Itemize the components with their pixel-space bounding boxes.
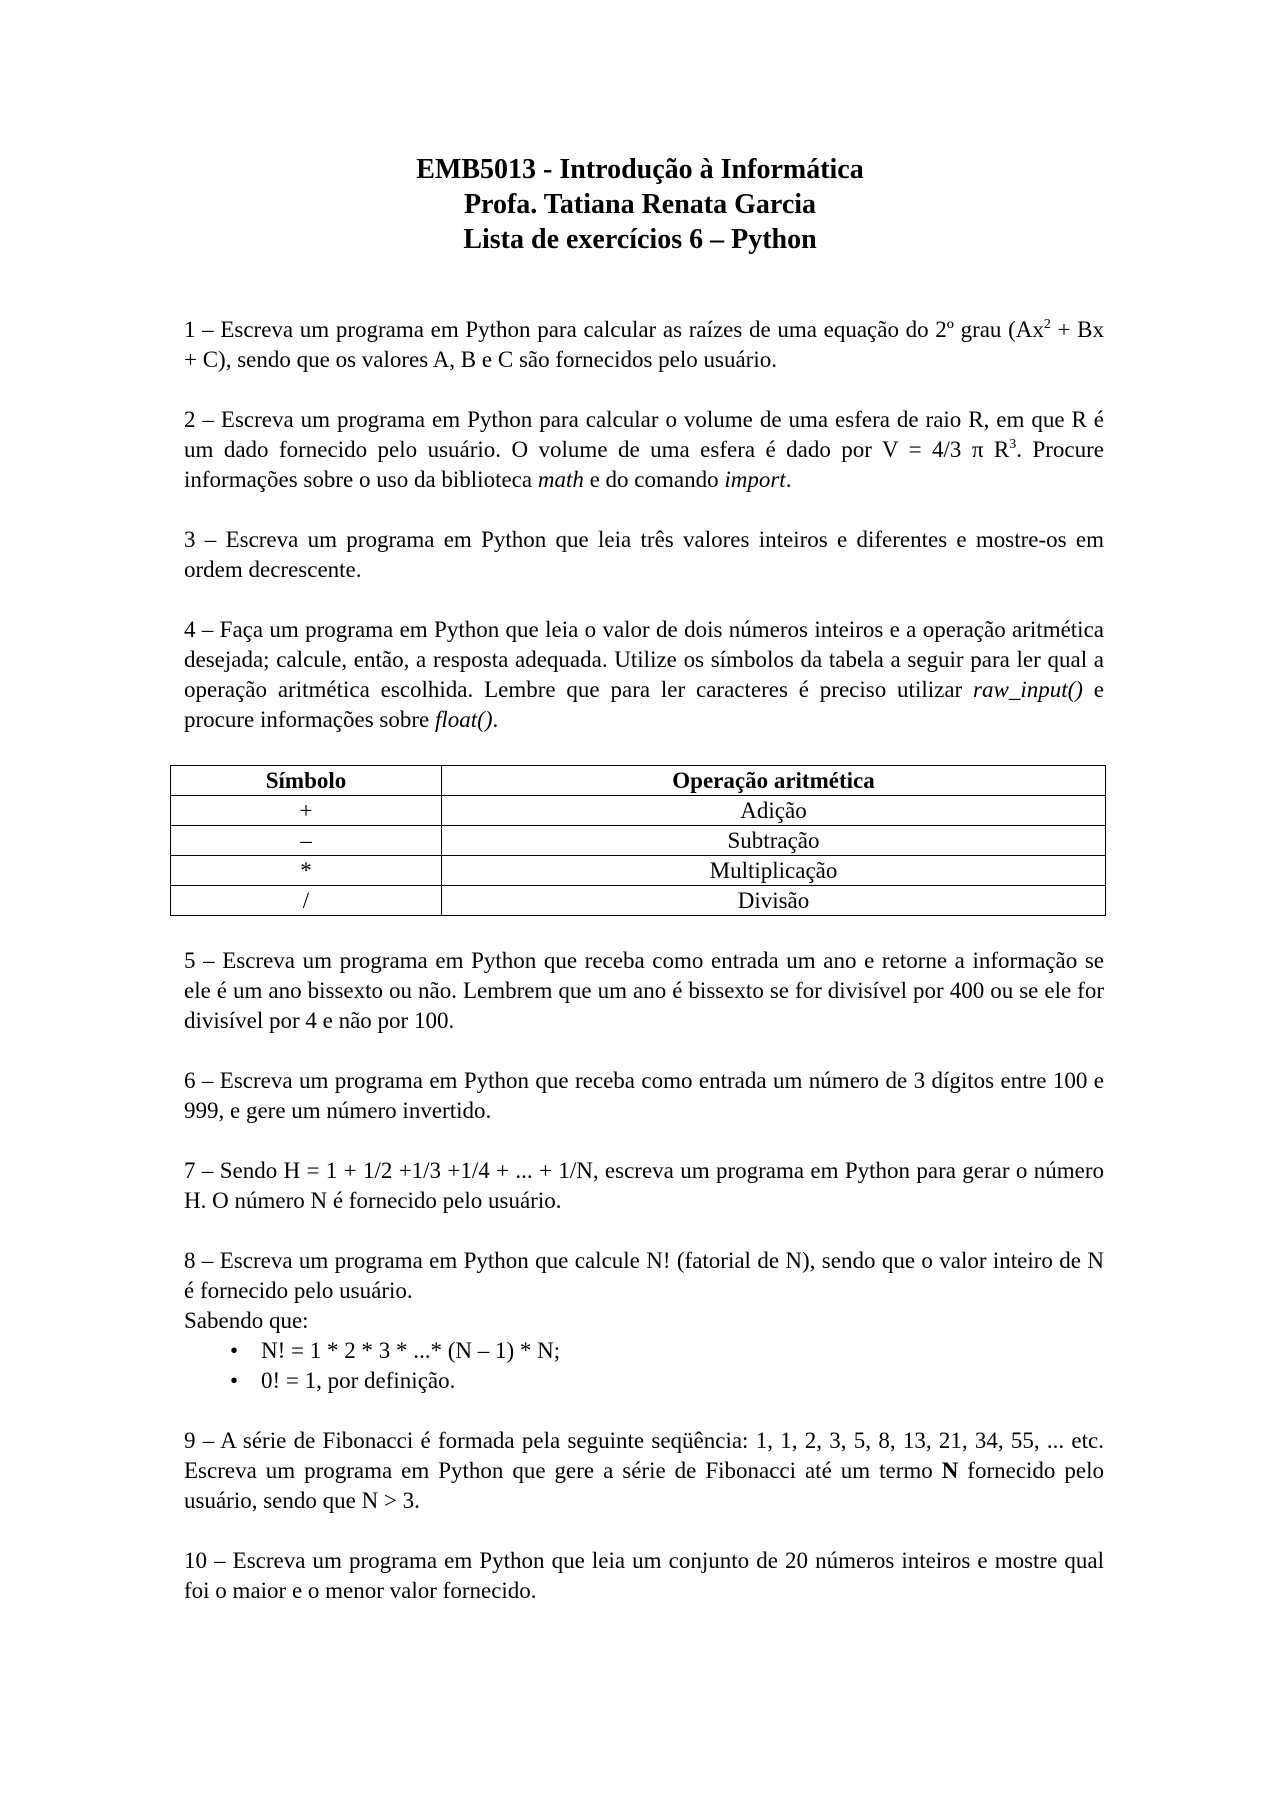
exercise-1-text-b: + Bx + C), sendo que os valores A, B e C são fornecidos pelo usuário. (184, 317, 1105, 372)
course-title: EMB5013 - Introdução à Informática (416, 154, 864, 185)
exercise-9-text-b: fornecido pelo usuário, sendo que N > 3. (184, 1458, 1104, 1513)
exercise-4 (184, 615, 1104, 735)
operation-cell: Subtração (442, 826, 1106, 856)
operation-cell: Divisão (442, 886, 1106, 916)
list-item (184, 1366, 1104, 1396)
operation-cell: Multiplicação (442, 856, 1106, 886)
symbol-cell: * (171, 856, 442, 886)
symbol-cell: – (171, 826, 442, 856)
table-header-row (171, 766, 1106, 796)
factorial-rules-list (184, 1336, 1104, 1396)
professor-name: Profa. Tatiana Renata Garcia (463, 189, 817, 220)
math-keyword: math (537, 467, 584, 492)
exercise-9 (184, 1426, 1104, 1516)
table-row (171, 796, 1106, 826)
exponent-2: 2 (1043, 317, 1051, 332)
exercise-1 (184, 315, 1104, 375)
document-header (0, 152, 1280, 257)
exercise-2-text-b: . Procure informações sobre o uso da biblioteca (184, 437, 1104, 492)
import-keyword: import (724, 467, 786, 492)
n-bold: N (941, 1458, 959, 1483)
table-row (171, 886, 1106, 916)
exercise-8: 8 – Escreva um programa em Python que calcule N! (fatorial de N), sendo que o valor inteiro de N é fornecido pelo usuário. (184, 1248, 1104, 1303)
list-item-text: N! = 1 * 2 * 3 * ...* (N – 1) * N; (261, 1338, 561, 1363)
exercise-4-text-b: e procure informações sobre (184, 677, 1104, 732)
exercise-4-text-c: . (492, 707, 499, 732)
raw-input-keyword: raw_input() (973, 677, 1083, 702)
exercise-2-text-c: e do comando (583, 467, 725, 492)
bullet-icon: • (230, 1368, 239, 1393)
table-row (171, 826, 1106, 856)
exponent-3: 3 (1009, 437, 1017, 452)
exercise-list-title: Lista de exercícios 6 – Python (463, 224, 817, 255)
exercise-7: 7 – Sendo H = 1 + 1/2 +1/3 +1/4 + ... + 1/N, escreva um programa em Python para gerar o número H. O número N é fornecido pelo usuário. (184, 1158, 1104, 1213)
exercise-1-text-a: 1 – Escreva um programa em Python para calcular as raízes de uma equação do 2º grau (Ax (184, 317, 1044, 342)
list-item-text: 0! = 1, por definição. (261, 1368, 456, 1393)
exercise-list (184, 315, 1104, 1636)
exercise-6: 6 – Escreva um programa em Python que receba como entrada um número de 3 dígitos entre 100 e 999, e gere um número invertido. (184, 1068, 1104, 1123)
symbol-cell: + (171, 796, 442, 826)
exercise-10: 10 – Escreva um programa em Python que leia um conjunto de 20 números inteiros e mostre qual foi o maior e o menor valor fornecido. (184, 1548, 1104, 1603)
exercise-9-text-a: 9 – A série de Fibonacci é formada pela seguinte seqüência: 1, 1, 2, 3, 5, 8, 13, 21, 34, 55, ... etc. Escreva um programa em Python que gere a série de Fibonacci até um termo (184, 1428, 1104, 1483)
exercise-2-text-a: 2 – Escreva um programa em Python para calcular o volume de uma esfera de raio R, em que R é um dado fornecido pelo usuário. O volume de uma esfera é dado por V = 4/3 π R (184, 407, 1104, 462)
table-row (171, 856, 1106, 886)
operations-table (170, 765, 1106, 916)
exercise-2-text-d: . (785, 467, 792, 492)
exercise-2 (184, 405, 1104, 495)
exercise-4-text-a: 4 – Faça um programa em Python que leia o valor de dois números inteiros e a operação aritmética desejada; calcule, então, a resposta adequada. Utilize os símbolos da tabela a seguir para ler qual a operação aritmética escolhida. Lembre que para ler caracteres é preciso utilizar (184, 617, 1104, 702)
bullet-icon: • (230, 1338, 239, 1363)
header-symbol: Símbolo (171, 766, 442, 796)
operation-cell: Adição (442, 796, 1106, 826)
exercise-8-sabendo: Sabendo que: (184, 1308, 309, 1333)
exercise-3: 3 – Escreva um programa em Python que leia três valores inteiros e diferentes e mostre-os em ordem decrescente. (184, 527, 1104, 582)
list-item (184, 1336, 1104, 1366)
float-keyword: float() (434, 707, 493, 732)
header-operation: Operação aritmética (442, 766, 1106, 796)
symbol-cell: / (171, 886, 442, 916)
exercise-5: 5 – Escreva um programa em Python que receba como entrada um ano e retorne a informação se ele é um ano bissexto ou não. Lembrem que um ano é bissexto se for divisível por 400 ou se ele for divisível por 4 e não por 100. (184, 948, 1104, 1033)
